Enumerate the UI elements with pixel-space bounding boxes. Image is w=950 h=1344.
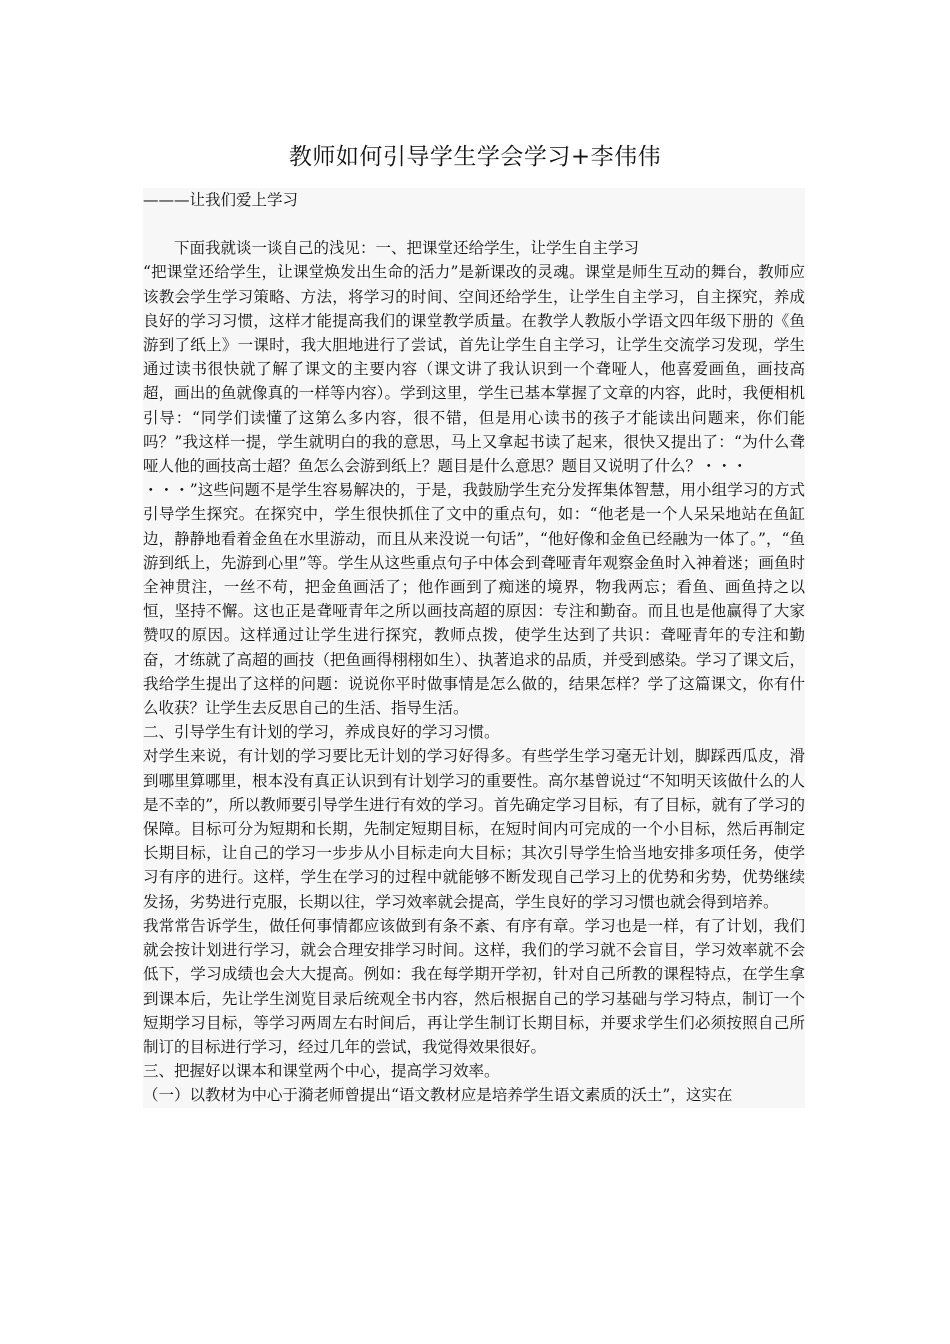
paragraph-section-three-a: （一）以教材为中心于漪老师曾提出“语文教材应是培养学生语文素质的沃土”，这实在 [143, 1086, 733, 1105]
document-title: 教师如何引导学生学会学习+李伟伟 [288, 144, 662, 170]
paragraph-section-one-continued: ・・・”这些问题不是学生容易解决的，于是，我鼓励学生充分发挥集体智慧，用小组学习的方式引导学生探究。在探究中，学生很快抓住了文中的重点句，如：“他老是一个人呆呆地站在鱼缸边，静静地看着金鱼在水里游动，而且从来没说一句话”，“他好像和金鱼已经融为一体了。”，“鱼游到纸上，先游到心里”等。学生从这些重点句子中体会到聋哑青年观察金鱼时入神着迷；画鱼时全神贯注，一丝不苟，把金鱼画活了；他作画到了痴迷的境界，物我两忘；看鱼、画鱼持之以恒，坚持不懈。这也正是聋哑青年之所以画技高超的原因：专注和勤奋。而且也是他赢得了大家赞叹的原因。这样通过让学生进行探究，教师点拨，使学生达到了共识：聋哑青年的专注和勤奋，才练就了高超的画技（把鱼画得栩栩如生）、执著追求的品质，并受到感染。学习了课文后，我给学生提出了这样的问题：说说你平时做事情是怎么做的，结果怎样？学了这篇课文，你有什么收获？让学生去反思自己的生活、指导生活。 [143, 481, 805, 718]
paragraph-section-two-a: 对学生来说，有计划的学习要比无计划的学习好得多。有些学生学习毫无计划，脚踩西瓜皮，滑到哪里算哪里，根本没有真正认识到有计划学习的重要性。高尔基曾说过“不知明天该做什么的人是不幸的”，所以教师要引导学生进行有效的学习。首先确定学习目标，有了目标，就有了学习的保障。目标可分为短期和长期，先制定短期目标，在短时间内可完成的一个小目标，然后再制定长期目标，让自己的学习一步步从小目标走向大目标；其次引导学生恰当地安排多项任务，使学习有序的进行。这样，学生在学习的过程中就能够不断发现自己学习上的优势和劣势，优势继续发扬，劣势进行克服，长期以往，学习效率就会提高，学生良好的学习习惯也就会得到培养。 [143, 747, 805, 911]
paragraph-section-two-b: 我常常告诉学生，做任何事情都应该做到有条不紊、有序有章。学习也是一样，有了计划，我们就会按计划进行学习，就会合理安排学习时间。这样，我们的学习就不会盲目，学习效率就不会低下，学习成绩也会大大提高。例如：我在每学期开学初，针对自己所教的课程特点，在学生拿到课本后，先让学生浏览目录后统观全书内容，然后根据自己的学习基础与学习特点，制订一个短期学习目标，等学习两周左右时间后，再让学生制订长期目标，并要求学生们必须按照自己所制订的目标进行学习，经过几年的尝试，我觉得效果很好。 [143, 916, 805, 1056]
paragraph-intro: 下面我就谈一谈自己的浅见：一、把课堂还给学生，让学生自主学习 [174, 239, 640, 258]
document-subtitle: ———让我们爱上学习 [143, 191, 299, 209]
heading-section-two: 二、引导学生有计划的学习，养成良好的学习习惯。 [143, 723, 500, 742]
document-body [143, 188, 805, 1108]
paragraph-section-one: “把课堂还给学生，让课堂焕发出生命的活力”是新课改的灵魂。课堂是师生互动的舞台，教师应该教会学生学习策略、方法，将学习的时间、空间还给学生，让学生自主学习，自主探究，养成良好的学习习惯，这样才能提高我们的课堂教学质量。在教学人教版小学语文四年级下册的《鱼游到了纸上》一课时，我大胆地进行了尝试，首先让学生自主学习，让学生交流学习发现，学生通过读书很快就了解了课文的主要内容（课文讲了我认识到一个聋哑人，他喜爱画鱼，画技高超，画出的鱼就像真的一样等内容）。学到这里，学生已基本掌握了文章的内容，此时，我便相机引导：“同学们读懂了这第么多内容，很不错，但是用心读书的孩子才能读出问题来，你们能吗？”我这样一提，学生就明白的我的意思，马上又拿起书读了起来，很快又提出了：“为什么聋哑人他的画技高士超？鱼怎么会游到纸上？题目是什么意思？题目又说明了什么？・・・ [143, 263, 805, 476]
heading-section-three: 三、把握好以课本和课堂两个中心，提高学习效率。 [143, 1062, 500, 1081]
